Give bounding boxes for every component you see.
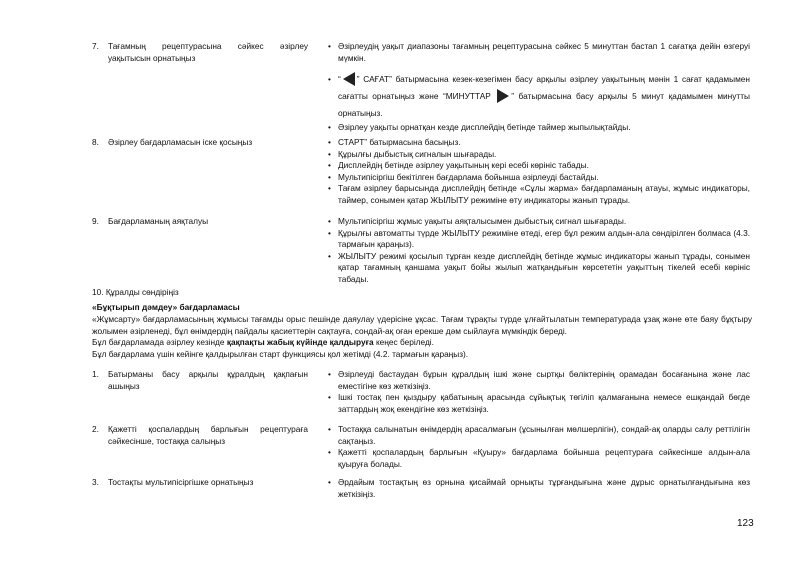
bullet: • Ішкі тостақ пен қыздыру қабатының арасында сұйықтық төгіліп қалмағанына немесе ешқандай бөгде заттардың жоқ екендігіне көз жеткізіңіз. — [326, 392, 750, 415]
step-title: Тағамның рецептурасына сәйкес әзірлеу уақытысын орнатыңыз — [108, 41, 308, 63]
step-bullets — [326, 137, 750, 206]
step-number: 3. — [92, 477, 99, 487]
bullet: • Қажетті қоспалардың барлығын «Қуыру» бағдарлама бойынша рецептураға сәйкесінше алдын-ала қуыруға болады. — [326, 447, 750, 470]
step-bullets — [326, 369, 750, 415]
bullet: • Мультипісіргіш жұмыс уақыты аяқталысымен дыбыстық сигнал шығарады. — [326, 216, 750, 228]
section-para-1: «Жұмсарту» бағдарламасының жұмысы тағамды орыс пешінде даяулау үдерісіне ұқсас. Тағам тұрақты түрде ұлғайтылатын температурада ұзақ және өте баяу бұқтыру жолымен әзірленеді, бұл өнімдердің пайдалы қасиеттерін сақтауға, сондай-ақ оған ерекше дәм сыйлауға мүмкіндік береді. — [92, 314, 752, 336]
triangle-right-icon — [497, 89, 509, 103]
bullet: • “ ” САҒАТ” батырмасына кезек-кезегімен басу арқылы әзірлеу уақытының мәнін 1 сағат қадамымен сағатты орнатыңыз және “МИНУТТАР ” батырмасына басу арқылы 5 минут қадамымен минутты орнатыңыз. — [326, 71, 750, 122]
bullet: • Дисплейдің бетінде әзірлеу уақытының кері есебі көрініс табады. — [326, 160, 750, 172]
bullet: • Әзірлеуді бастаудан бұрын құралдың ішкі және сыртқы бөліктерінің орамадан босағанына және лас еместігіне көз жеткізіңіз. — [326, 369, 750, 392]
step-bullets — [326, 216, 750, 285]
bullet: • Тағам әзірлеу барысында дисплейдің бетінде «Сұлы жарма» бағдарламаның атауы, жұмыс индикаторы, таймер, сонымен қатар ЖЫЛЫТУ режиміне өту индикаторы жанып тұрады. — [326, 183, 750, 206]
bullet: • Әзірлеудің уақыт диапазоны тағамның рецептурасына сәйкес 5 минуттан бастап 1 сағатқа дейін өзгеруі мүмкін. — [326, 41, 750, 64]
step-number: 8. — [92, 137, 99, 147]
section-para-3: Бұл бағдарлама үшін кейінге қалдырылған старт функциясы қол жетімді (4.2. тармағын қараңыз). — [92, 349, 469, 359]
bullet: • ЖЫЛЫТУ режимі қосылып тұрған кезде дисплейдің бетінде жұмыс индикаторы жанып тұрады, сонымен қатар тағамның қаншама уақыт бойы жылып жатқандығын көрсететін уақыттың тікелей есебі көрініс табады. — [326, 251, 750, 286]
step-number: 2. — [92, 424, 99, 434]
triangle-left-icon — [343, 72, 355, 86]
bullet: • Құрылғы дыбыстық сигналын шығарады. — [326, 149, 750, 161]
bullet: • Әзірлеу уақыты орнатқан кезде дисплейдің бетінде таймер жыпылықтайды. — [326, 122, 750, 134]
emphasis: қақпақты жабық күйінде қалдыруға — [226, 337, 374, 347]
section-heading: «Бұқтырып дәмдеу» бағдарламасы — [92, 302, 240, 312]
bullet: • Тостаққа салынатын өнімдердің арасалмағын (ұсынылған мөлшерлігін), сондай-ақ оларды салу реттілігін сақтаңыз. — [326, 424, 750, 447]
step-bullets — [326, 424, 750, 470]
step-number: 7. — [92, 41, 99, 51]
step-title: Қажетті қоспалардың барлығын рецептураға сәйкесінше, тостаққа салыңыз — [108, 424, 308, 446]
step-number: 9. — [92, 216, 99, 226]
step-title: Тостақты мультипісіргішке орнатыңыз — [108, 477, 254, 487]
bullet: • СТАРТ” батырмасына басыңыз. — [326, 137, 750, 149]
step-10: 10. Құралды сөндіріңіз — [92, 287, 179, 297]
bullet: • Мультипісіргіш бекітілген бағдарлама бойынша әзірлеуді бастайды. — [326, 172, 750, 184]
bullet: • Құрылғы автоматты түрде ЖЫЛЫТУ режиміне өтеді, егер бұл режим алдын-ала сөндірілген болмаса (4.3. тармағын қараңыз). — [326, 228, 750, 251]
step-title: Батырманы басу арқылы құралдың қақпағын ашыңыз — [108, 369, 308, 391]
bullet: • Әрдайым тостақтың өз орнына қисаймай орнықты тұрғандығына және дұрыс орнатылғандығына көз жеткізіңіз. — [326, 477, 750, 500]
page-number: 123 — [737, 518, 754, 529]
step-number: 1. — [92, 369, 99, 379]
step-title: Әзірлеу бағдарламасын іске қосыңыз — [108, 137, 253, 147]
step-bullets — [326, 477, 750, 500]
step-bullets — [326, 41, 750, 134]
step-title: Бағдарламаның аяқталуы — [108, 216, 209, 226]
section-para-2: Бұл бағдарламада әзірлеу кезінде қақпақты жабық күйінде қалдыруға кеңес беріледі. — [92, 337, 434, 347]
